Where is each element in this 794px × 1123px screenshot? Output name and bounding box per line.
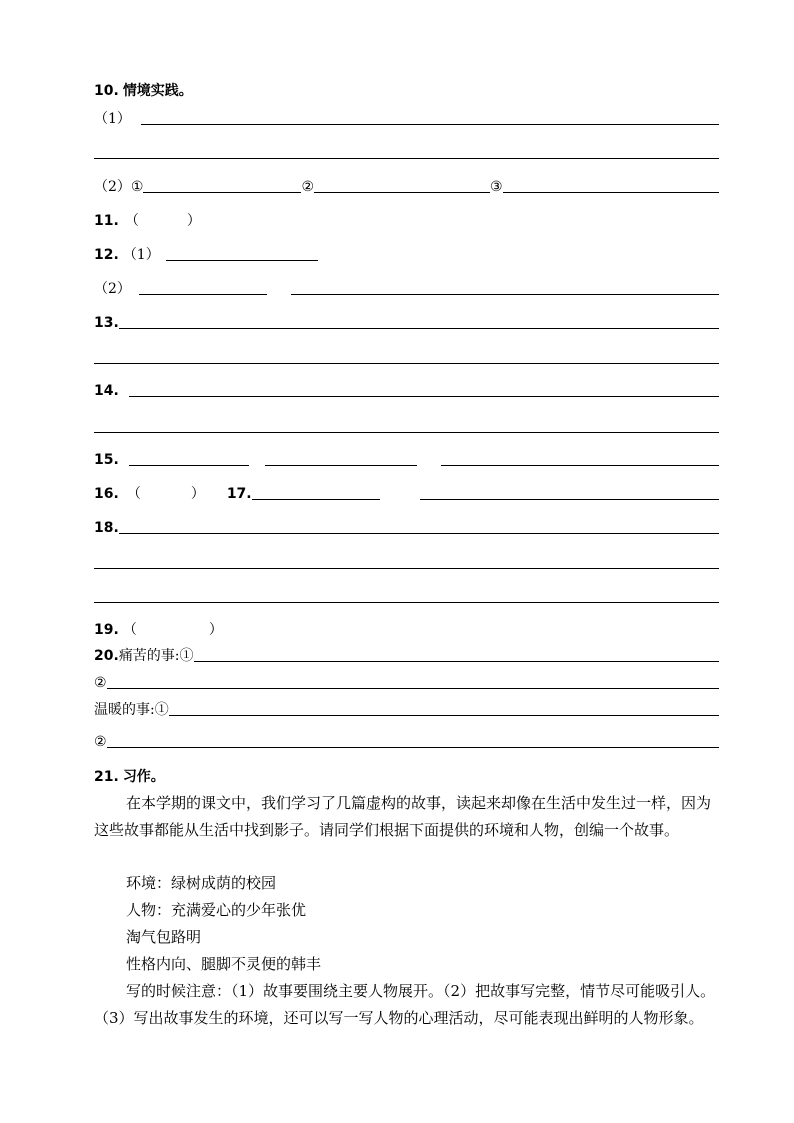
q13-answer-line-1[interactable] — [119, 328, 719, 329]
q15-row — [94, 447, 719, 469]
q10-part1-answer-line[interactable] — [141, 124, 719, 125]
q17-answer-line-1[interactable] — [252, 499, 380, 500]
q10-heading — [94, 78, 719, 100]
q20-warm-row-2 — [94, 729, 719, 751]
q16-number: 16. — [94, 486, 119, 502]
q12-part1-label: （1） — [122, 247, 160, 263]
q20-painful-circle-2: ② — [94, 675, 107, 691]
q17-number: 17. — [226, 486, 252, 502]
q10-part1-label: （1） — [94, 111, 131, 127]
q21-heading — [94, 764, 719, 786]
q21-number: 21. — [94, 769, 119, 785]
q20-number: 20. — [94, 648, 119, 664]
q12-part1-answer-line[interactable] — [166, 260, 318, 261]
q12-number: 12. — [94, 247, 119, 263]
q19-paren-open: （ — [122, 622, 137, 638]
q17-answer-line-2[interactable] — [420, 499, 719, 500]
q10-title: 情境实践。 — [122, 83, 193, 99]
q14-answer-line-2[interactable] — [94, 432, 719, 433]
q20-warm-label: 温暖的事:① — [94, 702, 169, 718]
q10-answer-line-1[interactable] — [143, 192, 301, 193]
q20-warm-answer-line-2[interactable] — [107, 747, 719, 748]
q11-paren-close: ） — [186, 213, 201, 229]
q15-number: 15. — [94, 452, 119, 468]
q21-title: 习作。 — [122, 769, 165, 785]
q19-number: 19. — [94, 622, 119, 638]
q12-part2-answer-line-1[interactable] — [139, 294, 267, 295]
q19-paren-close: ） — [208, 622, 223, 638]
q20-painful-answer-line-2[interactable] — [107, 688, 719, 689]
q12-part2-answer-line-2[interactable] — [291, 294, 719, 295]
q10-answer-line-2[interactable] — [314, 192, 490, 193]
q15-answer-line-3[interactable] — [441, 465, 719, 466]
q15-answer-line-2[interactable] — [265, 465, 417, 466]
q21-character-2: 淘气包路明 — [126, 928, 202, 946]
q10-circle-1: ① — [130, 179, 144, 195]
q14-row — [94, 378, 719, 400]
q10-part1-row — [94, 106, 719, 128]
q20-painful-label: 痛苦的事:① — [118, 648, 194, 664]
q10-number: 10. — [94, 83, 119, 99]
q10-circle-3: ③ — [490, 179, 503, 195]
q10-part2-label: （2） — [94, 179, 131, 195]
q16-paren-close: ） — [190, 486, 205, 502]
q21-environment: 环境：绿树成荫的校园 — [126, 874, 277, 892]
q11-number: 11. — [94, 213, 119, 229]
q18-row — [94, 515, 719, 537]
q21-character-1: 人物：充满爱心的少年张优 — [126, 901, 307, 919]
q18-answer-line-3[interactable] — [94, 602, 719, 603]
q20-warm-circle-2: ② — [94, 734, 107, 750]
q13-number: 13. — [94, 315, 119, 331]
q15-answer-line-1[interactable] — [129, 465, 249, 466]
q12-part2-label: （2） — [94, 281, 131, 297]
q12-part1-row — [94, 242, 719, 264]
q11-row — [94, 208, 719, 230]
q21-character-3: 性格内向、腿脚不灵便的韩丰 — [126, 955, 322, 973]
q20-painful-answer-line-1[interactable] — [194, 661, 719, 662]
q13-row — [94, 310, 719, 332]
q10-part1-answer-line-2[interactable] — [94, 158, 719, 159]
q16-paren-open: （ — [126, 486, 141, 502]
q10-part2-row — [94, 174, 719, 196]
q20-warm-answer-line-1[interactable] — [169, 715, 719, 716]
q18-number: 18. — [94, 520, 119, 536]
q21-intro-paragraph: 在本学期的课文中，我们学习了几篇虚构的故事，读起来却像在生活中发生过一样，因为这些故事都能从生活中找到影子。请同学们根据下面提供的环境和人物，创编一个故事。 — [94, 794, 712, 839]
q12-part2-row — [94, 276, 719, 298]
q10-answer-line-3[interactable] — [503, 192, 719, 193]
q20-painful-row-1 — [94, 643, 719, 665]
q13-answer-line-2[interactable] — [94, 363, 719, 364]
q16-q17-row — [94, 481, 719, 503]
q18-answer-line-1[interactable] — [119, 533, 719, 534]
q21-writing-notes: 写的时候注意：（1）故事要围绕主要人物展开。（2）把故事写完整，情节尽可能吸引人。（3）写出故事发生的环境，还可以写一写人物的心理活动，尽可能表现出鲜明的人物形象。 — [94, 982, 716, 1027]
q20-warm-row-1 — [94, 697, 719, 719]
q11-paren-open: （ — [124, 213, 139, 229]
q14-answer-line-1[interactable] — [129, 396, 719, 397]
q10-circle-2: ② — [301, 179, 315, 195]
q14-number: 14. — [94, 383, 119, 399]
q20-painful-row-2 — [94, 670, 719, 692]
q18-answer-line-2[interactable] — [94, 568, 719, 569]
q19-row — [94, 617, 719, 639]
